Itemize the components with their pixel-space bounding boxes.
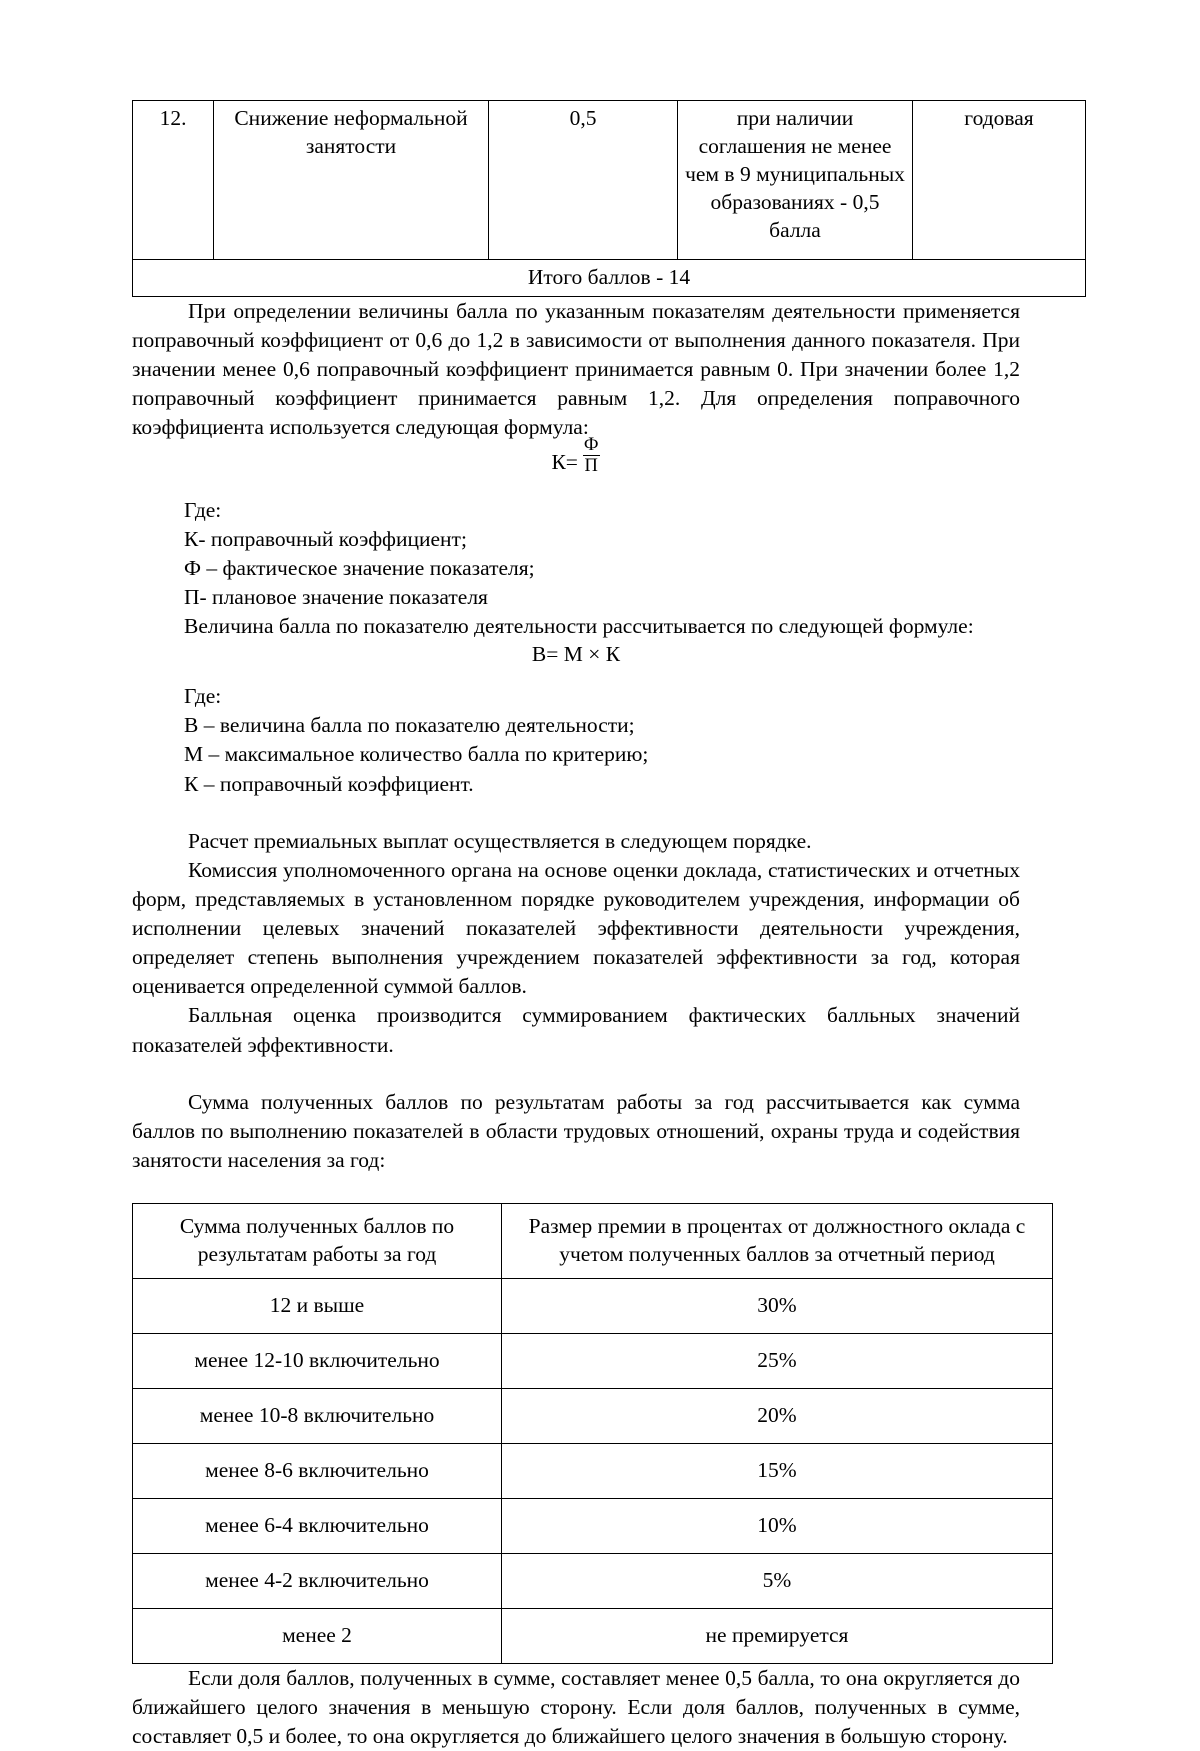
definition-p: П- плановое значение показателя bbox=[184, 584, 488, 609]
definition-m: М – максимальное количество балла по критерию; bbox=[184, 742, 649, 767]
paragraph-coefficient-rules: При определении величины балла по указанным показателям деятельности применяется поправочный коэффициент от 0,6 до 1,2 в зависимости от выполнения данного показателя. При значении менее 0,6 поправочный коэффициент принимается равным 0. При значении более 1,2 поправочный коэффициент принимается равным 1,2. Для определения поправочного коэффициента используется следующая формула: bbox=[132, 298, 1020, 440]
definition-k2: К – поправочный коэффициент. bbox=[184, 771, 474, 796]
table-row bbox=[133, 1554, 1053, 1609]
paragraph-commission: Комиссия уполномоченного органа на основе оценки доклада, статистических и отчетных форм, представляемых в установленном порядке руководителем учреждения, информации об исполнении целевых значений показателей эффективности деятельности учреждения, определяет степень выполнения учреждением показателей эффективности за год, которая оценивается определенной суммой баллов. bbox=[132, 857, 1020, 999]
cell-max-score: 0,5 bbox=[489, 101, 678, 260]
paragraph-score-summation: Балльная оценка производится суммированием фактических балльных значений показателей эффективности. bbox=[132, 1003, 1020, 1057]
cell-score-range: менее 12-10 включительно bbox=[133, 1334, 502, 1389]
cell-score-range: менее 6-4 включительно bbox=[133, 1499, 502, 1554]
cell-indicator-name: Снижение неформальной занятости bbox=[214, 101, 489, 260]
label-where-1: Где: bbox=[184, 497, 222, 522]
formula-score-value: В= М × К bbox=[531, 642, 621, 667]
table-row bbox=[133, 1499, 1053, 1554]
table-row bbox=[133, 101, 1086, 260]
document-content bbox=[132, 100, 1034, 1751]
table-header-row bbox=[133, 1204, 1053, 1279]
definition-k: К- поправочный коэффициент; bbox=[184, 526, 467, 551]
cell-score-range: менее 4-2 включительно bbox=[133, 1554, 502, 1609]
label-where-2: Где: bbox=[184, 684, 222, 709]
cell-premium-value: 20% bbox=[502, 1389, 1053, 1444]
table-row bbox=[133, 1609, 1053, 1664]
formula-k-lhs: К= bbox=[551, 449, 578, 474]
formula-k-denominator: П bbox=[584, 456, 598, 477]
cell-period: годовая bbox=[913, 101, 1086, 260]
formula-correction-coefficient bbox=[132, 434, 1020, 483]
paragraph-score-formula-intro: Величина балла по показателю деятельности рассчитывается по следующей формуле: bbox=[184, 614, 974, 639]
cell-premium-value: 10% bbox=[502, 1499, 1053, 1554]
cell-score-range: менее 2 bbox=[133, 1609, 502, 1664]
paragraph-rounding-rules: Если доля баллов, полученных в сумме, составляет менее 0,5 балла, то она округляется до ближайшего целого значения в меньшую сторону. Если доля баллов, полученных в сумме, составляет 0,5 и более, то она округляется до ближайшего целого значения в большую сторону. bbox=[132, 1666, 1020, 1749]
paragraph-premium-order: Расчет премиальных выплат осуществляется в следующем порядке. bbox=[188, 828, 812, 853]
cell-condition: при наличии соглашения не менее чем в 9 муниципальных образованиях - 0,5 балла bbox=[678, 101, 913, 260]
table-total-row bbox=[133, 260, 1086, 297]
cell-row-number: 12. bbox=[133, 101, 214, 260]
definition-b: В – величина балла по показателю деятельности; bbox=[184, 713, 635, 738]
paragraph-annual-sum: Сумма полученных баллов по результатам работы за год рассчитывается как сумма баллов по выполнению показателей в области трудовых отношений, охраны труда и содействия занятости населения за год: bbox=[132, 1089, 1020, 1172]
table-row bbox=[133, 1389, 1053, 1444]
indicator-table bbox=[132, 100, 1086, 297]
premium-grade-table bbox=[132, 1203, 1053, 1664]
cell-premium-value: 25% bbox=[502, 1334, 1053, 1389]
table-row bbox=[133, 1279, 1053, 1334]
definition-f: Ф – фактическое значение показателя; bbox=[184, 555, 535, 580]
cell-premium-value: 15% bbox=[502, 1444, 1053, 1499]
table-row bbox=[133, 1334, 1053, 1389]
formula-k-numerator: Ф bbox=[583, 434, 599, 455]
cell-score-range: менее 10-8 включительно bbox=[133, 1389, 502, 1444]
cell-premium-value: 5% bbox=[502, 1554, 1053, 1609]
header-premium-percent: Размер премии в процентах от должностного оклада с учетом полученных баллов за отчетный период bbox=[502, 1204, 1053, 1279]
header-score-sum: Сумма полученных баллов по результатам работы за год bbox=[133, 1204, 502, 1279]
cell-premium-value: 30% bbox=[502, 1279, 1053, 1334]
cell-premium-value: не премируется bbox=[502, 1609, 1053, 1664]
cell-score-range: менее 8-6 включительно bbox=[133, 1444, 502, 1499]
cell-score-range: 12 и выше bbox=[133, 1279, 502, 1334]
cell-total-score: Итого баллов - 14 bbox=[133, 260, 1086, 297]
table-row bbox=[133, 1444, 1053, 1499]
